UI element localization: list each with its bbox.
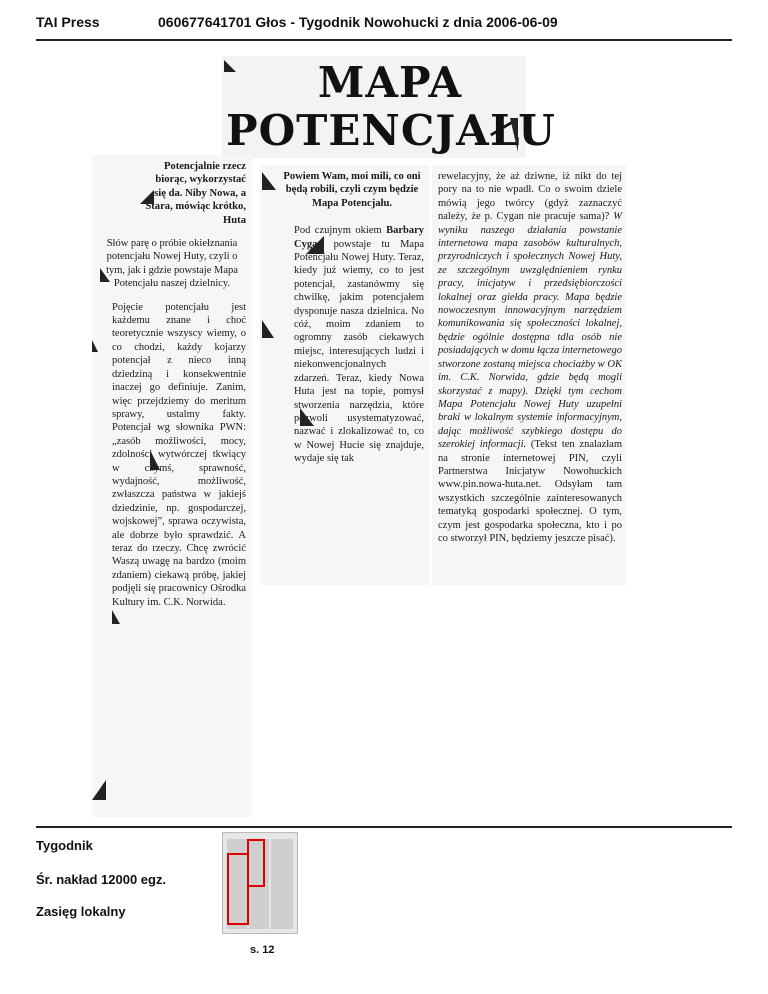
corner-marker bbox=[140, 190, 154, 204]
column-2-lead: Powiem Wam, moi mili, co oni będą robili, czyli czym będzie Mapa Potencjału. bbox=[283, 171, 421, 209]
reach: Zasięg lokalny bbox=[36, 904, 126, 919]
publication-type: Tygodnik bbox=[36, 838, 93, 853]
article-highlight bbox=[247, 839, 265, 887]
corner-marker bbox=[306, 236, 324, 254]
corner-marker bbox=[262, 172, 276, 190]
column-3-intro bbox=[438, 170, 622, 545]
column-2-body bbox=[270, 224, 424, 465]
corner-marker bbox=[262, 320, 274, 338]
column-2-body-start: Pod czujnym okiem bbox=[294, 225, 382, 237]
corner-marker bbox=[300, 408, 314, 426]
corner-marker bbox=[510, 118, 518, 152]
column-2 bbox=[270, 170, 424, 466]
corner-marker bbox=[92, 780, 106, 800]
corner-marker bbox=[150, 450, 160, 470]
column-3-text-b: (Tekst ten znalazłam na stronie internetowej PIN, czyli Partnerstwa Inicjatyw Nowohuckich www.pin.nowa-huta.net. Odsyłam tam wszystkich szczególnie zainteresowanych tematyką gospodarki społecznej. O tym, czym jest gospodarka społeczna, kto i po co stworzył PIN, będziemy jeszcze pisać). bbox=[438, 439, 622, 544]
page-number: s. 12 bbox=[250, 944, 275, 956]
corner-marker bbox=[224, 60, 236, 72]
column-3-text-a: rewelacyjny, że aż dziwne, iż nikt do tej pory na to nie wpadł. Co o swoim dziele mówią jego twórcy (gdyż zaznaczyć należy, że p. Cygan nie pracuje sama)? bbox=[438, 171, 622, 223]
headline-line-1: MAPA bbox=[317, 58, 463, 107]
person-name: Barbary Cygan bbox=[294, 225, 425, 250]
column-1 bbox=[98, 160, 246, 609]
column-3-quote: W wyniku naszego działania powstanie internetowa mapa zasobów kulturalnych, przyrodniczych i społecznych Nowej Huty, ze szczególnym uwzględnieniem rynku pracy, inicjatyw i przedsiębiorczości lokalnej oraz giełda pracy. Mapa będzie nowoczesnym innowacyjnym narzędziem komunikowania się społeczności lokalnej, będzie ogólnie dostępna tdla osób nie posiadających w domu łącza internetowego stworzone zostaną miejsca chociażby w OK im. C.K. Norwida, gdzie będą mogli skorzystać z mapy). Dzięki tym cechom Mapa Potencjału Nowej Huty uzupełni braki w lokalnym systemie informacyjnym, dając możliwość szybkiego dostępu do szerokiej informacji. bbox=[438, 211, 623, 451]
article-highlight bbox=[227, 853, 249, 925]
circulation: Śr. nakład 12000 egz. bbox=[36, 872, 167, 887]
document-title: 060677641701 Głos - Tygodnik Nowohucki z dnia 2006-06-09 bbox=[158, 14, 558, 30]
footer-divider bbox=[36, 826, 732, 828]
column-1-body: Pojęcie potencjału jest każdemu znane i choć teoretycznie wszyscy wiemy, o co chodzi, każdy kojarzy potencjał z nieco inną dziedziną i konsekwentnie inaczej go definiuje. Zanim, więc przejdziemy do meritum sprawy, ustalmy fakty. Potencjał wg słownika PWN: „zasób możliwości, mocy, zdolności wytwórczej tkwiący w czymś, sprawność, wydajność, możliwość, zwłaszcza państwa w jakiejś dziedzinie, np. gospodarczej, wojskowej”, sprawa oczywista, ale dobrze było sprawdzić. A teraz do rzeczy. Chcę zwrócić Waszą uwagę na bardzo (moim zdaniem) ciekawą próbę, jakiej podjęli się pracownicy Ośrodka Kultury im. C.K. Norwida. bbox=[112, 301, 246, 608]
column-1-lead: Potencjalnie rzecz biorąc, wykorzystać się da. Niby Nowa, a Stara, mówiąc krótko, Huta bbox=[145, 161, 246, 226]
header-divider bbox=[36, 39, 732, 41]
corner-marker bbox=[100, 268, 110, 282]
corner-marker bbox=[92, 340, 98, 352]
column-1-intro: Słów parę o próbie okiełznania potencjału Nowej Huty, czyli o tym, jak i gdzie powstaje Mapa Potencjału naszej dzielnicy. bbox=[106, 238, 238, 290]
page-thumbnail bbox=[222, 832, 298, 934]
headline-line-2: POTENCJAŁU bbox=[226, 106, 556, 155]
column-2-body-rest: powstaje tu Mapa Potencjału Nowej Huty. Teraz, kiedy już wiemy, co to jest potencjał, zastanówmy się chwilkę, jakim potencjałem dysponuje nasza dzielnica. No cóż, moim zdaniem to ogromny zasób ciekawych miejsc, interesujących ludzi i niekonwencjonalnych zdarzeń. Teraz, kiedy Nowa Huta jest na topie, pomysł stworzenia narzędzia, które pozwoli usystematyzować, nazwać i zlokalizować to, co w Nowej Hucie się znajduje, wydaje się tak bbox=[294, 238, 424, 465]
corner-marker bbox=[112, 610, 120, 624]
source-label: TAI Press bbox=[36, 14, 100, 30]
column-3 bbox=[438, 170, 622, 545]
